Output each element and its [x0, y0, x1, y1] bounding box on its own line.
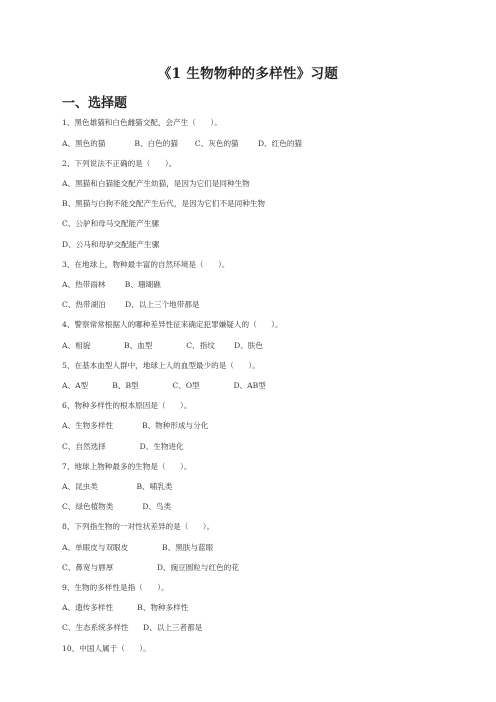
- option-line: C、公驴和母马交配能产生骡: [62, 219, 159, 228]
- question-line: 10、中国人属于（ ）。: [62, 644, 151, 653]
- option-line: C、热带湖泊 D、以上三个地带都是: [62, 300, 200, 309]
- option-line: C、绿色植物类 D、鸟类: [62, 502, 172, 511]
- option-line: C、鼻宽与唇厚 D、豌豆圆粒与红色的花: [62, 563, 239, 572]
- option-line: A、A型 B、B型 C、O型 D、AB型: [62, 381, 266, 390]
- question-line: 1、黑色雄猫和白色雌猫交配，会产生（ ）。: [62, 118, 222, 127]
- option-line: A、黑猫和白猫能交配产生幼猫，是因为它们是同种生物: [62, 179, 250, 188]
- question-line: 2、下列说法不正确的是（ ）。: [62, 159, 177, 168]
- option-line: D、公马和母驴交配能产生骡: [62, 240, 160, 249]
- question-line: 8、下列指生物的一对性状差异的是（ ）。: [62, 522, 215, 531]
- question-line: 4、警察常常根据人的哪种差异性征来确定犯罪嫌疑人的（ ）。: [62, 320, 283, 329]
- option-line: A、遗传多样性 B、物种多样性: [62, 603, 189, 612]
- question-line: 6、物种多样性的根本原因是（ ）。: [62, 401, 192, 410]
- option-line: B、黑猫与白狗不能交配产生后代，是因为它们不是同种生物: [62, 199, 266, 208]
- option-line: A、生物多样性 B、物种形成与分化: [62, 421, 209, 430]
- section-heading: 一、选择题: [62, 96, 128, 111]
- question-line: 9、生物的多样性是指（ ）。: [62, 583, 169, 592]
- option-line: A、昆虫类 B、哺乳类: [62, 482, 173, 491]
- option-line: A、黑色的猫 B、白色的猫 C、灰色的猫 D、红色的猫: [62, 139, 303, 148]
- question-line: 3、在地球上，物种最丰富的自然环境是（ ）。: [62, 260, 230, 269]
- option-line: A、单眼皮与双眼皮 B、黑肤与蓝眼: [62, 543, 214, 552]
- option-line: A、热带雨林 B、珊瑚礁: [62, 280, 161, 289]
- option-line: C、生态系统多样性 D、以上三者都是: [62, 623, 203, 632]
- page-title: 《1 生物物种的多样性》习题: [157, 66, 339, 82]
- option-line: C、自然选择 D、生物进化: [62, 442, 184, 451]
- question-line: 5、在基本血型人群中，地球上人的血型最少的是（ ）。: [62, 361, 260, 370]
- option-line: A、相貌 B、血型 C、指纹 D、肤色: [62, 341, 263, 350]
- question-line: 7、地球上物种最多的生物是（ ）。: [62, 462, 192, 471]
